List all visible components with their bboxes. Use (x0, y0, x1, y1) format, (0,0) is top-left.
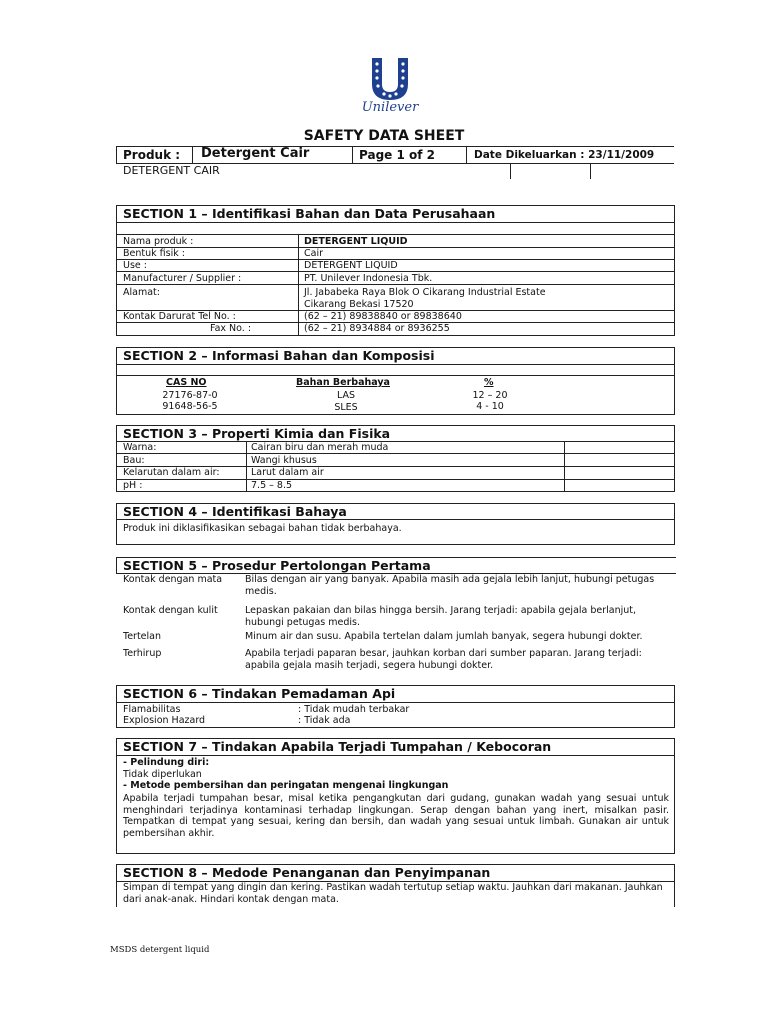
section-3-title: SECTION 3 – Properti Kimia dan Fisika (123, 426, 391, 441)
document-title: SAFETY DATA SHEET (303, 128, 465, 144)
manufacturer-label: Manufacturer / Supplier : (123, 273, 242, 284)
cas-no-1: 27176-87-0 (162, 390, 218, 401)
bau-value: Wangi khusus (251, 455, 317, 466)
cas-no-2: 91648-56-5 (162, 401, 218, 412)
bentuk-fisik-label: Bentuk fisik : (123, 248, 185, 259)
tertelan-label: Tertelan (123, 631, 161, 642)
kontak-mata-value: Bilas dengan air yang banyak. Apabila masih ada gejala lebih lanjut, hubungi petugas medis. (245, 574, 655, 597)
use-label: Use : (123, 260, 147, 271)
produk-value: Detergent Cair (201, 146, 310, 161)
bahan-berbahaya-header: Bahan Berbahaya (296, 377, 390, 388)
terhirup-label: Terhirup (123, 648, 162, 659)
alamat-value-2: Cikarang Bekasi 17520 (304, 299, 414, 310)
alamat-label: Alamat: (123, 287, 160, 298)
section-7-title: SECTION 7 – Tindakan Apabila Terjadi Tumpahan / Kebocoran (123, 739, 552, 754)
metode-text: Apabila terjadi tumpahan besar, misal ketika pengangkutan dari gudang, gunakan wadah yang sesuai untuk menghindari terjadinya kontaminasi terhadap lingkungan. Serap dengan bahan yang inert, misalkan pasir. Tempatkan di tempat yang sesuai, kering dan bersih, dan wadah yang sesuai untuk limbah. Gunakan air untuk pembersihan akhir. (123, 793, 669, 839)
section-6-title: SECTION 6 – Tindakan Pemadaman Api (123, 686, 396, 701)
manufacturer-value: PT. Unilever Indonesia Tbk. (304, 273, 433, 284)
terhirup-value: Apabila terjadi paparan besar, jauhkan korban dari sumber paparan. Jarang terjadi: apabila gejala masih terjadi, segera hubungi dokter. (245, 648, 642, 671)
percent-1: 12 – 20 (472, 390, 508, 401)
logo-wordmark: Unilever (361, 100, 419, 115)
cas-no-header: CAS NO (166, 377, 207, 388)
warna-label: Warna: (123, 442, 157, 453)
unilever-u-icon (364, 56, 416, 102)
kontak-kulit-label: Kontak dengan kulit (123, 605, 218, 616)
pelindung-heading: - Pelindung diri: (123, 757, 210, 768)
section-4-title: SECTION 4 – Identifikasi Bahaya (123, 504, 347, 519)
kontak-mata-label: Kontak dengan mata (123, 574, 223, 585)
section-1-title: SECTION 1 – Identifikasi Bahan dan Data Perusahaan (123, 206, 496, 221)
fax-value: (62 – 21) 8934884 or 8936255 (304, 323, 450, 334)
explosion-label: Explosion Hazard (123, 715, 206, 726)
flamabilitas-value: : Tidak mudah terbakar (298, 704, 410, 715)
section-8-title: SECTION 8 – Medode Penanganan dan Penyimpanan (123, 865, 491, 880)
issue-date: Date Dikeluarkan : 23/11/2009 (474, 149, 655, 161)
percent-2: 4 - 10 (476, 401, 504, 412)
explosion-value: : Tidak ada (298, 715, 351, 726)
ph-value: 7.5 – 8.5 (251, 480, 293, 491)
section-2-title: SECTION 2 – Informasi Bahan dan Komposisi (123, 348, 435, 363)
percent-header: % (484, 377, 494, 388)
product-subline: DETERGENT CAIR (123, 164, 220, 177)
warna-value: Cairan biru dan merah muda (251, 442, 389, 453)
kelarutan-value: Larut dalam air (251, 467, 324, 478)
unilever-logo (361, 56, 419, 120)
page-number: Page 1 of 2 (359, 148, 435, 162)
bahan-2: SLES (334, 402, 358, 413)
flamabilitas-label: Flamabilitas (123, 704, 181, 715)
ph-label: pH : (123, 480, 143, 491)
tertelan-value: Minum air dan susu. Apabila tertelan dalam jumlah banyak, segera hubungi dokter. (245, 631, 643, 642)
bahan-1: LAS (336, 390, 356, 401)
section-4-text: Produk ini diklasifikasikan sebagai bahan tidak berbahaya. (123, 523, 402, 534)
nama-produk-value: DETERGENT LIQUID (304, 236, 408, 247)
use-value: DETERGENT LIQUID (304, 260, 398, 271)
kelarutan-label: Kelarutan dalam air: (123, 467, 220, 478)
metode-heading: - Metode pembersihan dan peringatan mengenai lingkungan (123, 780, 449, 791)
nama-produk-label: Nama produk : (123, 236, 194, 247)
kontak-tel-label: Kontak Darurat Tel No. : (123, 311, 236, 322)
pelindung-text: Tidak diperlukan (123, 769, 202, 780)
kontak-tel-value: (62 – 21) 89838840 or 89838640 (304, 311, 462, 322)
kontak-kulit-value: Lepaskan pakaian dan bilas hingga bersih. Jarang terjadi: apabila gejala berlanjut, hubungi petugas medis. (245, 605, 637, 628)
bau-label: Bau: (123, 455, 145, 466)
fax-label: Fax No. : (210, 323, 252, 334)
alamat-value-1: Jl. Jababeka Raya Blok O Cikarang Industrial Estate (304, 287, 546, 298)
footer-text: MSDS detergent liquid (110, 945, 210, 955)
section-5-title: SECTION 5 – Prosedur Pertolongan Pertama (123, 558, 431, 573)
bentuk-fisik-value: Cair (304, 248, 323, 259)
section-8-text: Simpan di tempat yang dingin dan kering. Pastikan wadah tertutup setiap waktu. Jauhkan dari makanan. Jauhkan dari anak-anak. Hindari kontak dengan mata. (123, 882, 663, 905)
produk-label: Produk : (123, 148, 181, 162)
